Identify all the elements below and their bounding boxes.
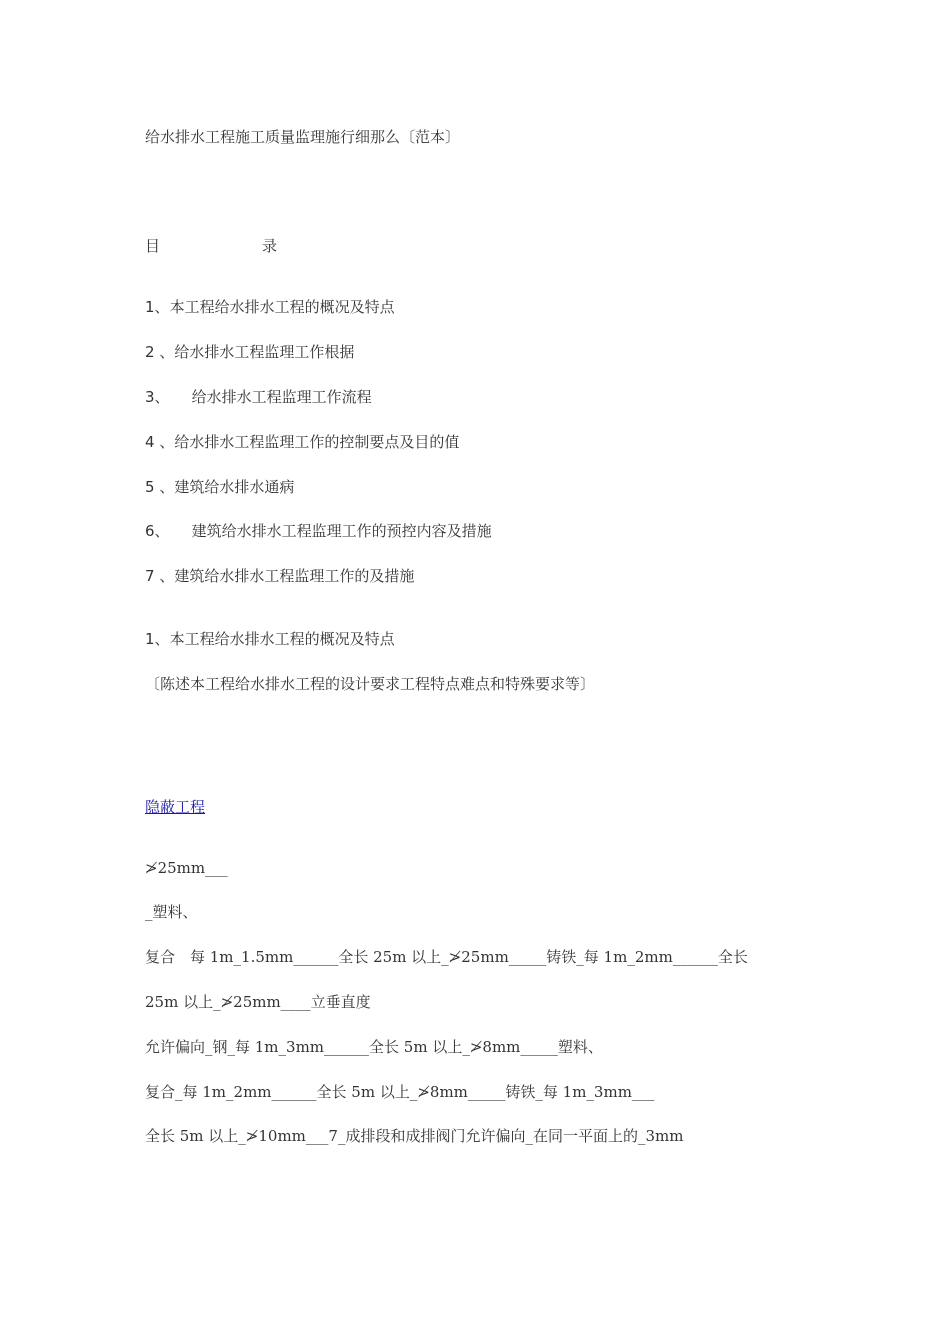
toc-item-separator: 、	[154, 343, 175, 361]
toc-item-separator: 、	[154, 433, 175, 451]
toc-item-6	[145, 521, 492, 541]
toc-item-text: 本工程给水排水工程的概况及特点	[169, 298, 395, 316]
body-line: 允许偏向_钢_每 1m_3mm______全长 5m 以上_≯8mm_____塑料、	[145, 1038, 603, 1056]
toc-item-2	[145, 342, 354, 362]
toc-item-5	[145, 477, 294, 497]
section-note: 〔陈述本工程给水排水工程的设计要求工程特点难点和特殊要求等〕	[145, 675, 596, 693]
hidden-works-link[interactable]: 隐蔽工程	[145, 798, 206, 816]
toc-item-separator: 、	[154, 478, 175, 496]
toc-item-separator: 、	[154, 522, 170, 540]
toc-item-text: 建筑给水排水通病	[174, 478, 295, 496]
toc-heading-right: 录	[262, 237, 278, 255]
section-heading-text: 本工程给水排水工程的概况及特点	[169, 630, 395, 648]
section-separator: 、	[154, 630, 170, 648]
body-line: _塑料、	[145, 903, 198, 921]
section-number: 1	[145, 630, 155, 648]
toc-item-3	[145, 387, 372, 407]
toc-item-number: 2	[145, 343, 155, 361]
section-heading	[145, 629, 395, 649]
body-line: 全长 5m 以上_≯10mm___7_成排段和成排阀门允许偏向_在同一平面上的_3mm	[145, 1127, 684, 1145]
toc-item-number: 6	[145, 522, 155, 540]
toc-item-text: 给水排水工程监理工作根据	[174, 343, 355, 361]
toc-item-number: 4	[145, 433, 155, 451]
toc-item-1	[145, 297, 395, 317]
toc-item-separator: 、	[154, 388, 170, 406]
toc-item-text: 给水排水工程监理工作流程	[191, 388, 372, 406]
body-line: ≯25mm___	[145, 859, 228, 877]
toc-item-text: 建筑给水排水工程监理工作的预控内容及措施	[191, 522, 492, 540]
toc-heading-left: 目	[145, 237, 161, 255]
toc-item-text: 给水排水工程监理工作的控制要点及目的值	[174, 433, 460, 451]
toc-item-separator: 、	[154, 567, 175, 585]
toc-item-separator: 、	[154, 298, 170, 316]
toc-item-7	[145, 566, 414, 586]
document-title: 给水排水工程施工质量监理施行细那么〔范本〕	[145, 128, 461, 146]
body-line: 25m 以上_≯25mm____立垂直度	[145, 993, 371, 1011]
toc-item-text: 建筑给水排水工程监理工作的及措施	[174, 567, 415, 585]
body-line: 复合_每 1m_2mm______全长 5m 以上_≯8mm_____铸铁_每 1m_3mm___	[145, 1083, 655, 1101]
toc-item-number: 5	[145, 478, 155, 496]
toc-item-number: 7	[145, 567, 155, 585]
toc-item-number: 1	[145, 298, 155, 316]
toc-item-4	[145, 432, 459, 452]
hidden-works-link-wrap	[145, 797, 205, 817]
body-line: 复合 每 1m_1.5mm______全长 25m 以上_≯25mm_____铸铁_每 1m_2mm______全长	[145, 948, 748, 966]
toc-item-number: 3	[145, 388, 155, 406]
